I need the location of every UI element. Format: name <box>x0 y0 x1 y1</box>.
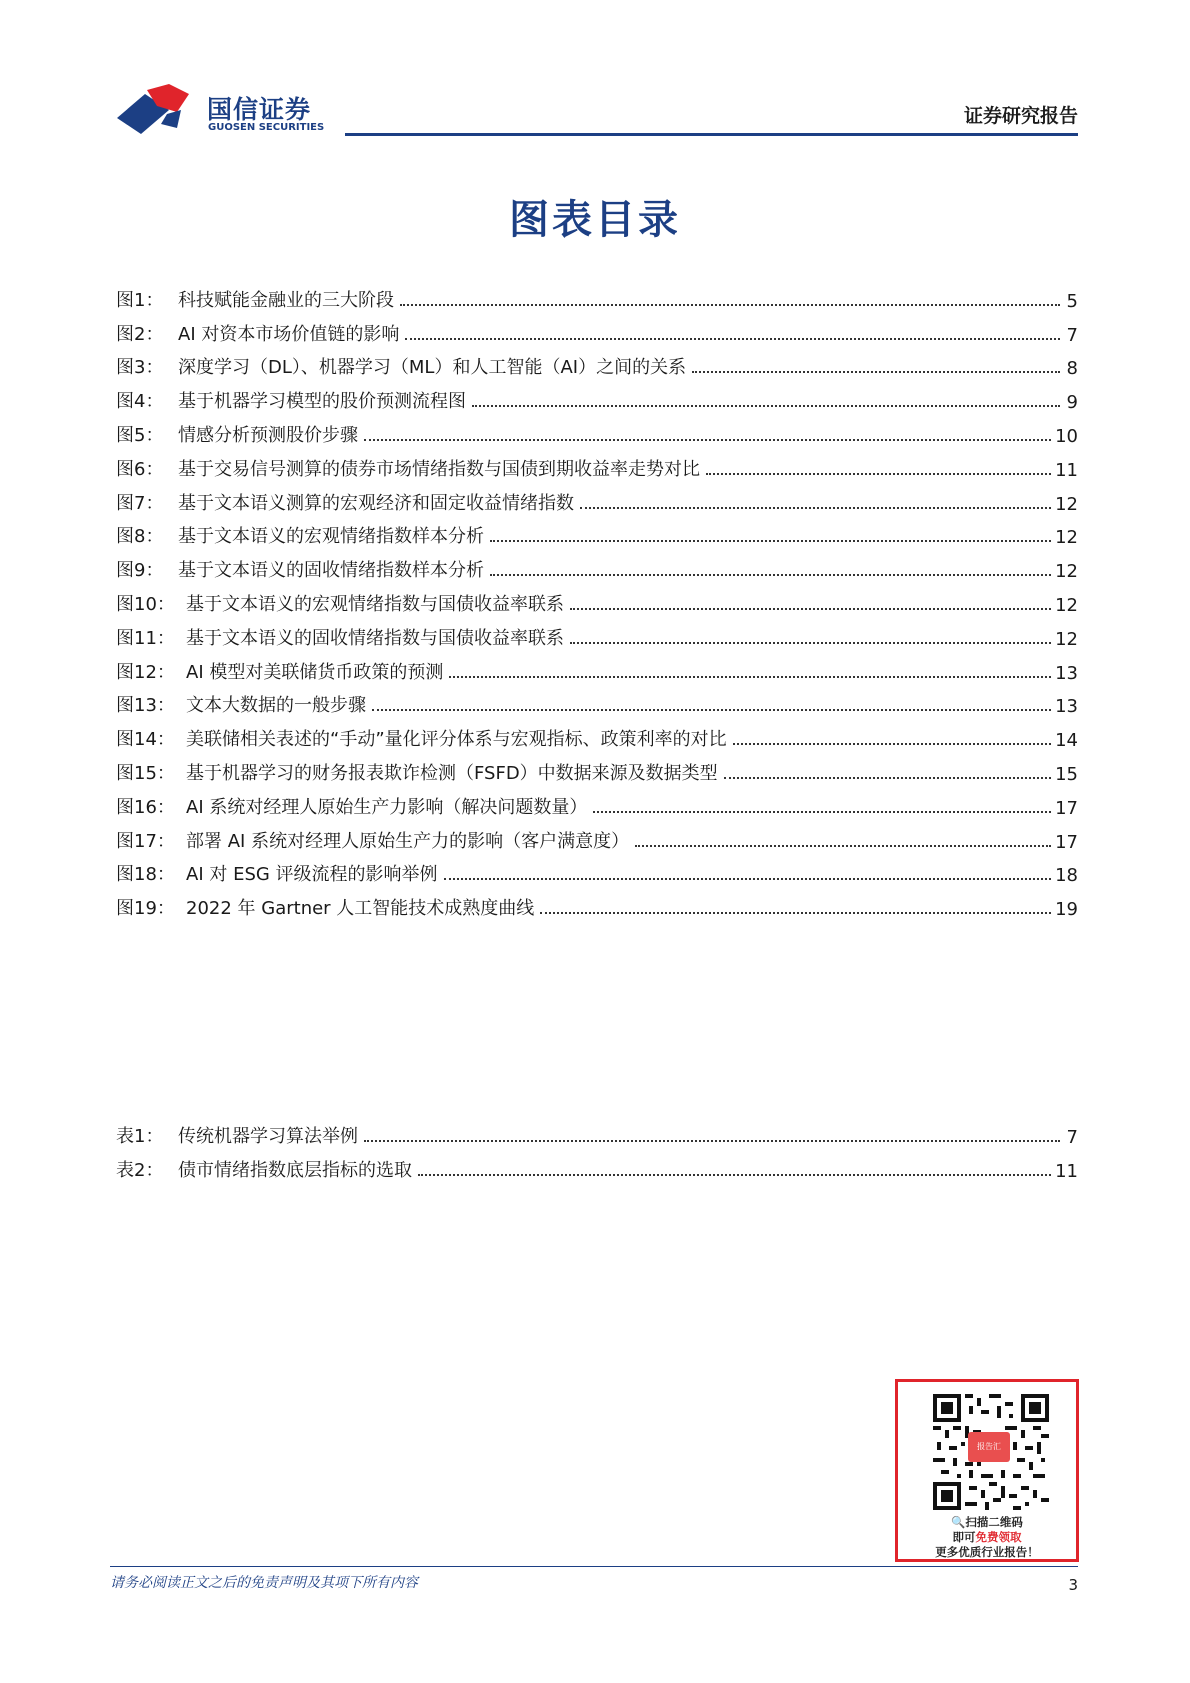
toc-entry-title: 2022 年 Gartner 人工智能技术成熟度曲线 <box>186 898 535 920</box>
toc-entry-title: 基于文本语义的宏观情绪指数样本分析 <box>178 526 484 548</box>
toc-entry-page: 5 <box>1066 290 1078 312</box>
toc-entry-title: 基于机器学习的财务报表欺诈检测（FSFD）中数据来源及数据类型 <box>186 762 718 784</box>
dot-leader <box>724 776 1051 779</box>
toc-entry-number: 图16： <box>116 796 175 818</box>
toc-entry-number: 图12： <box>116 661 175 683</box>
toc-entry-title: AI 对 ESG 评级流程的影响举例 <box>186 864 438 886</box>
dot-leader <box>570 641 1051 644</box>
toc-entry-title: 深度学习（DL）、机器学习（ML）和人工智能（AI）之间的关系 <box>178 357 687 379</box>
toc-entry-number: 图14： <box>116 729 175 751</box>
toc-entry-page: 17 <box>1055 831 1078 853</box>
toc-entry-table-2[interactable] <box>116 1148 1078 1182</box>
toc-entry-number: 表2： <box>116 1159 164 1181</box>
toc-entry-figure-5[interactable] <box>116 413 1078 447</box>
toc-entry-title: 文本大数据的一般步骤 <box>186 695 366 717</box>
company-logo <box>117 84 327 140</box>
toc-entry-number: 图8： <box>116 526 164 548</box>
toc-entry-title: 美联储相关表述的“手动”量化评分体系与宏观指标、政策利率的对比 <box>186 729 727 751</box>
toc-entry-figure-4[interactable] <box>116 379 1078 413</box>
toc-entry-page: 11 <box>1055 459 1078 481</box>
toc-entry-number: 图15： <box>116 762 175 784</box>
toc-entry-page: 12 <box>1055 594 1078 616</box>
toc-entry-page: 17 <box>1055 797 1078 819</box>
toc-entry-figure-17[interactable] <box>116 819 1078 853</box>
figure-list <box>116 278 1078 920</box>
footer-divider <box>110 1566 1078 1567</box>
toc-entry-figure-13[interactable] <box>116 684 1078 718</box>
table-list <box>116 1114 1078 1182</box>
qr-caption-scan: 🔍扫描二维码 <box>951 1515 1023 1529</box>
toc-entry-figure-9[interactable] <box>116 548 1078 582</box>
toc-entry-figure-14[interactable] <box>116 717 1078 751</box>
dot-leader <box>372 708 1051 711</box>
dot-leader <box>405 337 1060 340</box>
dot-leader <box>472 404 1060 407</box>
toc-entry-figure-11[interactable] <box>116 616 1078 650</box>
page-title: 图表目录 <box>509 197 681 243</box>
qr-caption-highlight: 免费领取 <box>975 1530 1022 1544</box>
toc-entry-number: 图17： <box>116 830 175 852</box>
toc-entry-title: 情感分析预测股价步骤 <box>178 424 358 446</box>
toc-entry-number: 图18： <box>116 864 175 886</box>
dot-leader <box>706 472 1051 475</box>
toc-entry-figure-8[interactable] <box>116 515 1078 549</box>
toc-entry-title: 基于文本语义的固收情绪指数与国债收益率联系 <box>186 627 564 649</box>
dot-leader <box>593 810 1051 813</box>
toc-entry-number: 图19： <box>116 898 175 920</box>
toc-entry-figure-10[interactable] <box>116 582 1078 616</box>
toc-entry-number: 图2： <box>116 323 164 345</box>
toc-entry-figure-2[interactable] <box>116 312 1078 346</box>
toc-entry-figure-7[interactable] <box>116 481 1078 515</box>
toc-entry-page: 14 <box>1055 730 1078 752</box>
toc-entry-title: 基于机器学习模型的股价预测流程图 <box>178 391 466 413</box>
header-divider <box>345 133 1078 136</box>
dot-leader <box>449 675 1051 678</box>
toc-entry-number: 图11： <box>116 627 175 649</box>
toc-entry-title: AI 系统对经理人原始生产力影响（解决问题数量） <box>186 796 588 818</box>
toc-entry-page: 10 <box>1055 425 1078 447</box>
logo-mark-icon <box>117 84 205 136</box>
toc-entry-figure-15[interactable] <box>116 751 1078 785</box>
toc-entry-figure-12[interactable] <box>116 650 1078 684</box>
toc-entry-title: 基于文本语义测算的宏观经济和固定收益情绪指数 <box>178 492 574 514</box>
toc-entry-page: 18 <box>1055 865 1078 887</box>
toc-entry-title: 部署 AI 系统对经理人原始生产力的影响（客户满意度） <box>186 830 630 852</box>
dot-leader <box>444 877 1052 880</box>
dot-leader <box>635 844 1051 847</box>
search-icon: 🔍 <box>951 1515 966 1529</box>
toc-entry-page: 12 <box>1055 561 1078 583</box>
toc-entry-title: 债市情绪指数底层指标的选取 <box>178 1159 412 1181</box>
toc-entry-number: 表1： <box>116 1125 164 1147</box>
toc-entry-page: 11 <box>1055 1160 1078 1182</box>
toc-entry-figure-1[interactable] <box>116 278 1078 312</box>
toc-entry-page: 19 <box>1055 899 1078 921</box>
logo-english-name: GUOSEN SECURITIES <box>208 122 325 133</box>
toc-entry-number: 图5： <box>116 424 164 446</box>
toc-entry-page: 13 <box>1055 696 1078 718</box>
toc-entry-number: 图3： <box>116 357 164 379</box>
toc-entry-number: 图6： <box>116 458 164 480</box>
toc-entry-figure-18[interactable] <box>116 853 1078 887</box>
page-number: 3 <box>1068 1576 1078 1594</box>
dot-leader <box>580 506 1051 509</box>
toc-entry-number: 图10： <box>116 593 175 615</box>
toc-entry-title: AI 对资本市场价值链的影响 <box>178 323 400 345</box>
toc-entry-page: 7 <box>1066 324 1078 346</box>
dot-leader <box>692 370 1060 373</box>
qr-code-promo[interactable] <box>895 1379 1079 1562</box>
toc-entry-title: 基于文本语义的宏观情绪指数与国债收益率联系 <box>186 593 564 615</box>
dot-leader <box>418 1173 1051 1176</box>
dot-leader <box>364 438 1051 441</box>
toc-entry-number: 图4： <box>116 391 164 413</box>
toc-entry-title: 传统机器学习算法举例 <box>178 1125 358 1147</box>
qr-caption-free: 即可免费领取 <box>952 1530 1022 1544</box>
toc-entry-figure-16[interactable] <box>116 785 1078 819</box>
dot-leader <box>490 539 1051 542</box>
footer-disclaimer: 请务必阅读正文之后的免责声明及其项下所有内容 <box>110 1575 418 1591</box>
toc-entry-page: 9 <box>1066 392 1078 414</box>
toc-entry-table-1[interactable] <box>116 1114 1078 1148</box>
qr-center-badge: 报告汇 <box>968 1432 1010 1462</box>
toc-entry-number: 图9： <box>116 560 164 582</box>
toc-entry-figure-3[interactable] <box>116 346 1078 380</box>
dot-leader <box>400 303 1060 306</box>
toc-entry-title: 基于文本语义的固收情绪指数样本分析 <box>178 560 484 582</box>
toc-entry-title: 科技赋能金融业的三大阶段 <box>178 289 394 311</box>
dot-leader <box>540 911 1051 914</box>
dot-leader <box>570 607 1051 610</box>
toc-entry-figure-19[interactable] <box>116 886 1078 920</box>
toc-entry-page: 12 <box>1055 493 1078 515</box>
toc-entry-page: 8 <box>1066 358 1078 380</box>
toc-entry-number: 图1： <box>116 289 164 311</box>
qr-caption-more: 更多优质行业报告！ <box>935 1545 1039 1559</box>
toc-entry-number: 图7： <box>116 492 164 514</box>
toc-entry-page: 13 <box>1055 662 1078 684</box>
toc-entry-page: 12 <box>1055 527 1078 549</box>
toc-entry-page: 12 <box>1055 628 1078 650</box>
toc-entry-title: AI 模型对美联储货币政策的预测 <box>186 661 444 683</box>
toc-entry-page: 7 <box>1066 1126 1078 1148</box>
dot-leader <box>733 742 1051 745</box>
toc-entry-figure-6[interactable] <box>116 447 1078 481</box>
toc-entry-title: 基于交易信号测算的债券市场情绪指数与国债到期收益率走势对比 <box>178 458 700 480</box>
logo-chinese-name: 国信证券 <box>207 95 312 124</box>
document-type-label: 证券研究报告 <box>963 105 1078 127</box>
toc-entry-number: 图13： <box>116 695 175 717</box>
toc-entry-page: 15 <box>1055 763 1078 785</box>
dot-leader <box>490 573 1051 576</box>
dot-leader <box>364 1139 1060 1142</box>
